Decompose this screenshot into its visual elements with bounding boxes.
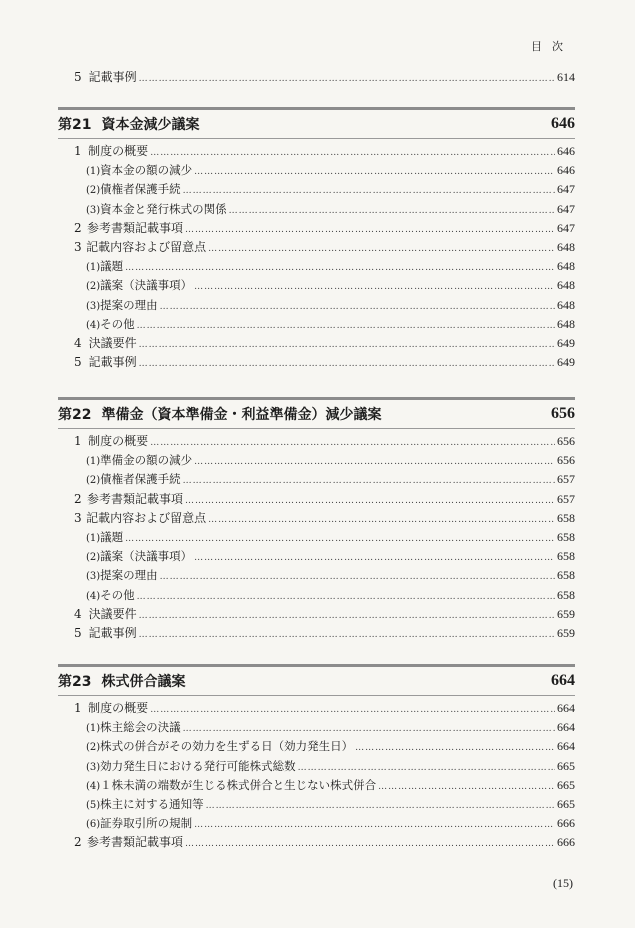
section-page: 646 — [551, 115, 575, 132]
leader-dots — [208, 509, 555, 529]
leader-dots — [185, 490, 555, 510]
entry-page: 648 — [557, 240, 575, 254]
entry-page: 664 — [557, 739, 575, 754]
entry-number: 2 — [74, 491, 82, 506]
entry-title: 議案（決議事項） — [100, 278, 193, 293]
entry-number: 5 — [74, 70, 82, 84]
entry-title: 記載事例 — [88, 70, 137, 84]
entry-title: 決議要件 — [88, 606, 137, 621]
entry-number: 1 — [74, 434, 82, 448]
entry-number: 2 — [74, 835, 82, 850]
leader-dots — [139, 68, 555, 88]
entry-title: １株未満の端数が生じる株式併合と生じない株式併合 — [100, 777, 377, 792]
toc-subentry[interactable] — [86, 276, 575, 296]
leader-dots — [183, 180, 555, 200]
leader-dots — [229, 200, 555, 220]
section-number: 第22 — [58, 407, 92, 423]
entry-page: 648 — [557, 316, 575, 331]
entry-title: 議題 — [100, 259, 124, 274]
leader-dots — [355, 737, 555, 757]
entry-number: (1) — [86, 456, 101, 468]
entry-title: 制度の概要 — [88, 144, 149, 158]
entry-number: (2) — [86, 281, 101, 293]
leader-dots — [139, 334, 555, 354]
leader-dots — [298, 757, 555, 777]
entry-title: 準備金の額の減少 — [100, 453, 193, 468]
leader-dots — [183, 718, 555, 738]
toc-subentry[interactable] — [86, 257, 575, 277]
entry-page: 648 — [557, 259, 575, 274]
entry-title: 制度の概要 — [88, 434, 149, 448]
leader-dots — [183, 470, 555, 490]
toc-entry[interactable] — [74, 605, 575, 625]
entry-page: 649 — [557, 355, 575, 370]
section-rule-top — [58, 664, 575, 667]
entry-number: (2) — [86, 185, 101, 197]
leader-dots — [125, 257, 555, 277]
entry-number: 5 — [74, 355, 82, 370]
entry-page: 646 — [557, 163, 575, 178]
entry-number: (4) — [86, 319, 101, 331]
entry-title: 債権者保護手続 — [100, 472, 181, 487]
leader-dots — [139, 624, 555, 644]
toc-entry[interactable] — [74, 68, 575, 88]
leader-dots — [150, 699, 555, 719]
section-rule-bottom — [58, 428, 575, 429]
page-header-title: 目次 — [531, 40, 573, 53]
entry-number: 1 — [74, 701, 82, 715]
entry-page: 656 — [557, 453, 575, 468]
toc-subentry[interactable] — [86, 470, 575, 490]
toc-entry[interactable] — [74, 509, 575, 529]
entry-page: 666 — [557, 816, 575, 831]
entry-number: (3) — [86, 761, 101, 773]
entry-number: (4) — [86, 590, 101, 602]
page-number: (15) — [553, 876, 573, 890]
entry-page: 647 — [557, 220, 575, 235]
entry-title: 制度の概要 — [88, 701, 149, 715]
leader-dots — [137, 315, 555, 335]
toc-entry[interactable] — [74, 833, 575, 853]
section-heading[interactable] — [58, 111, 575, 137]
entry-page: 657 — [557, 472, 575, 487]
leader-dots — [160, 566, 555, 586]
section-page: 664 — [551, 672, 575, 689]
entry-number: 2 — [74, 220, 82, 235]
entry-number: 3 — [74, 510, 82, 525]
entry-title: 効力発生日における発行可能株式総数 — [100, 758, 296, 773]
entry-page: 614 — [557, 70, 575, 84]
leader-dots — [194, 814, 555, 834]
section-number: 第21 — [58, 117, 92, 133]
entry-number: (1) — [86, 262, 101, 274]
entry-title: 株主総会の決議 — [100, 720, 181, 735]
toc-subentry[interactable] — [86, 296, 575, 316]
entry-number: (1) — [86, 723, 101, 735]
entry-title: その他 — [100, 587, 135, 602]
entry-page: 664 — [557, 701, 575, 715]
toc-entry[interactable] — [74, 142, 575, 162]
entry-page: 659 — [557, 606, 575, 621]
entry-number: 4 — [74, 336, 82, 350]
entry-page: 648 — [557, 297, 575, 312]
toc-subentry[interactable] — [86, 776, 575, 796]
entry-page: 658 — [557, 510, 575, 525]
entry-number: (3) — [86, 571, 101, 583]
leader-dots — [160, 296, 555, 316]
toc-entry[interactable] — [74, 490, 575, 510]
entry-title: 記載内容および留意点 — [86, 510, 207, 525]
toc-subentry[interactable] — [86, 814, 575, 834]
entry-page: 658 — [557, 587, 575, 602]
entry-number: 1 — [74, 144, 82, 158]
entry-number: (1) — [86, 533, 101, 544]
section-rule-top — [58, 397, 575, 400]
entry-title: 記載事例 — [88, 355, 137, 370]
entry-title: 参考書類記載事項 — [86, 220, 183, 235]
entry-title: 記載内容および留意点 — [86, 240, 207, 254]
entry-number: (3) — [86, 204, 101, 216]
entry-title: 議題 — [100, 530, 124, 544]
leader-dots — [208, 238, 555, 258]
entry-page: 647 — [557, 201, 575, 216]
toc-subentry[interactable] — [86, 718, 575, 738]
entry-title: 決議要件 — [88, 336, 137, 350]
leader-dots — [139, 353, 555, 373]
entry-number: (6) — [86, 819, 101, 831]
entry-page: 647 — [557, 182, 575, 197]
entry-title: 提案の理由 — [100, 568, 158, 583]
section-rule-bottom — [58, 695, 575, 696]
entry-page: 658 — [557, 568, 575, 583]
entry-number: (4) — [86, 780, 101, 792]
toc-subentry[interactable] — [86, 757, 575, 777]
entry-page: 648 — [557, 278, 575, 293]
entry-page: 659 — [557, 626, 575, 640]
section-page: 656 — [551, 405, 575, 422]
toc-subentry[interactable] — [86, 566, 575, 586]
leader-dots — [139, 605, 555, 625]
entry-page: 658 — [557, 549, 575, 564]
toc-subentry[interactable] — [86, 315, 575, 335]
toc-subentry[interactable] — [86, 451, 575, 471]
leader-dots — [378, 776, 555, 796]
toc-subentry[interactable] — [86, 547, 575, 567]
entry-number: (2) — [86, 475, 101, 487]
entry-title: 記載事例 — [88, 626, 137, 640]
toc-entry[interactable] — [74, 699, 575, 719]
entry-title: 株主に対する通知等 — [100, 797, 204, 811]
toc-entry[interactable] — [74, 432, 575, 452]
entry-page: 649 — [557, 336, 575, 350]
leader-dots — [185, 219, 555, 239]
leader-dots — [150, 432, 555, 452]
entry-number: (2) — [86, 552, 101, 564]
toc-entry[interactable] — [74, 624, 575, 644]
entry-title: 資本金の額の減少 — [100, 163, 193, 178]
entry-page: 665 — [557, 797, 575, 811]
leader-dots — [194, 451, 555, 471]
entry-title: 資本金と発行株式の関係 — [100, 201, 227, 216]
toc-subentry[interactable] — [86, 200, 575, 220]
entry-number: (5) — [86, 800, 101, 811]
entry-page: 665 — [557, 777, 575, 792]
entry-number: 5 — [74, 626, 82, 640]
entry-title: 証券取引所の規制 — [100, 816, 193, 831]
entry-title: 提案の理由 — [100, 297, 158, 312]
entry-page: 665 — [557, 758, 575, 773]
section-title: 準備金（資本準備金・利益準備金）減少議案 — [101, 407, 382, 423]
leader-dots — [194, 276, 555, 296]
section-title: 資本金減少議案 — [101, 117, 200, 133]
section-title: 株式併合議案 — [101, 674, 186, 690]
entry-page: 657 — [557, 491, 575, 506]
entry-number: 3 — [74, 240, 82, 254]
section-rule-top — [58, 107, 575, 110]
leader-dots — [150, 142, 555, 162]
toc-subentry[interactable] — [86, 586, 575, 606]
entry-title: 債権者保護手続 — [100, 182, 181, 197]
section-heading[interactable] — [58, 401, 575, 427]
entry-number: (2) — [86, 742, 101, 754]
entry-title: 議案（決議事項） — [100, 549, 193, 564]
toc-subentry[interactable] — [86, 161, 575, 181]
toc-subentry[interactable] — [86, 180, 575, 200]
entry-title: 株式の併合がその効力を生ずる日（効力発生日） — [100, 739, 354, 754]
entry-page: 658 — [557, 530, 575, 544]
entry-title: その他 — [100, 316, 135, 331]
leader-dots — [194, 547, 555, 567]
entry-page: 646 — [557, 144, 575, 158]
leader-dots — [137, 586, 555, 606]
leader-dots — [194, 161, 555, 181]
entry-page: 656 — [557, 434, 575, 448]
entry-title: 参考書類記載事項 — [86, 835, 183, 850]
leader-dots — [185, 833, 555, 853]
toc-subentry[interactable] — [86, 737, 575, 757]
toc-entry[interactable] — [74, 334, 575, 354]
entry-page: 664 — [557, 720, 575, 735]
toc-entry[interactable] — [74, 353, 575, 373]
entry-number: 4 — [74, 606, 82, 621]
section-number: 第23 — [58, 674, 92, 690]
toc-entry[interactable] — [74, 219, 575, 239]
entry-number: (3) — [86, 300, 101, 312]
entry-title: 参考書類記載事項 — [86, 491, 183, 506]
toc-subentry[interactable] — [86, 795, 575, 815]
toc-subentry[interactable] — [86, 528, 575, 548]
toc-entry[interactable] — [74, 238, 575, 258]
entry-page: 666 — [557, 835, 575, 850]
section-heading[interactable] — [58, 668, 575, 694]
section-rule-bottom — [58, 138, 575, 139]
leader-dots — [125, 528, 555, 548]
entry-number: (1) — [86, 166, 101, 178]
leader-dots — [206, 795, 555, 815]
